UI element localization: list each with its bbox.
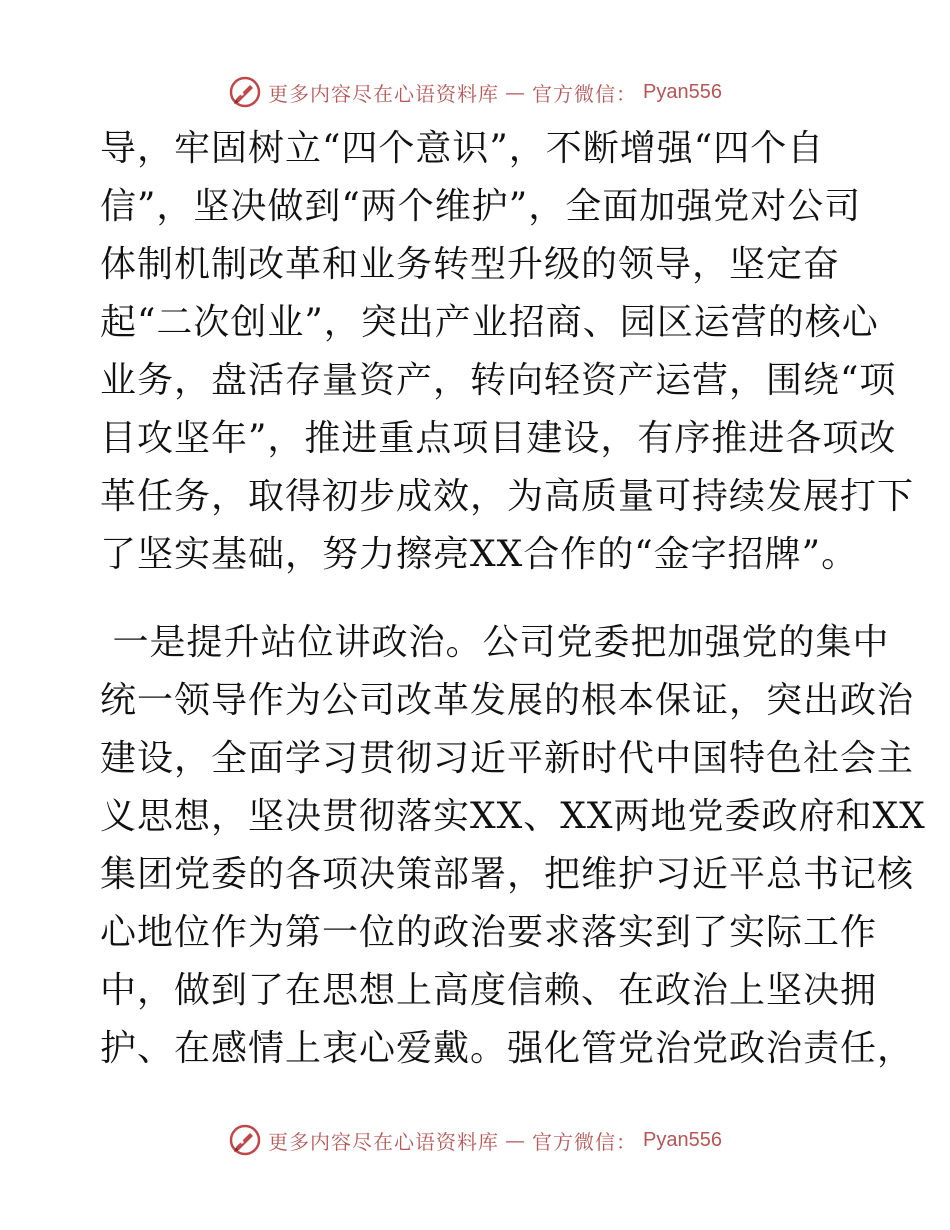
text-line: 心地位作为第一位的政治要求落实到了实际工作 [100,912,878,953]
header-banner [0,72,950,112]
paragraph [100,614,926,1078]
footer-brand: 更多内容尽在心语资料库 [268,1129,500,1154]
paragraph-gap [100,584,860,614]
text-line: 革任务，取得初步成效，为高质量可持续发展打下 [100,476,915,517]
footer-contact-label: 官方微信： [532,1129,638,1154]
text-line: 导，牢固树立“四个意识”，不断增强“四个自 [100,128,825,169]
text-line: 信”，坚决做到“两个维护”，全面加强党对公司 [100,186,862,227]
header-dash: — [505,80,527,104]
header-contact-id: Pyan556 [643,80,722,103]
text-line: 了坚实基础，努力擦亮XX合作的“金字招牌”。 [100,534,859,575]
text-line: 起“二次创业”，突出产业招商、园区运营的核心 [100,302,879,343]
footer-contact-id: Pyan556 [643,1128,722,1151]
header-contact-label: 官方微信： [532,81,638,106]
text-line: 体制机制改革和业务转型升级的领导，坚定奋 [100,244,841,285]
text-line: 建设，全面学习贯彻习近平新时代中国特色社会主 [100,738,915,779]
text-line: 业务，盘活存量资产，转向轻资产运营，围绕“项 [100,360,897,401]
text-line: 统一领导作为公司改革发展的根本保证，突出政治 [100,680,915,721]
paragraph [100,120,915,584]
text-line: 一是提升站位讲政治。公司党委把加强党的集中 [100,622,890,663]
text-line: 目攻坚年”，推进重点项目建设，有序推进各项改 [100,418,897,459]
text-line: 集团党委的各项决策部署，把维护习近平总书记核 [100,854,915,895]
footer-banner [0,1120,950,1160]
text-line: 义思想，坚决贯彻落实XX、XX两地党委政府和XX [100,796,926,837]
text-line: 中，做到了在思想上高度信赖、在政治上坚决拥 [100,970,878,1011]
pen-logo-icon [228,75,262,109]
header-brand: 更多内容尽在心语资料库 [268,81,500,106]
document-body [100,120,926,1078]
pen-logo-icon [228,1123,262,1157]
footer-dash: — [505,1128,527,1152]
text-line: 护、在感情上衷心爱戴。强化管党治党政治责任， [100,1028,915,1069]
